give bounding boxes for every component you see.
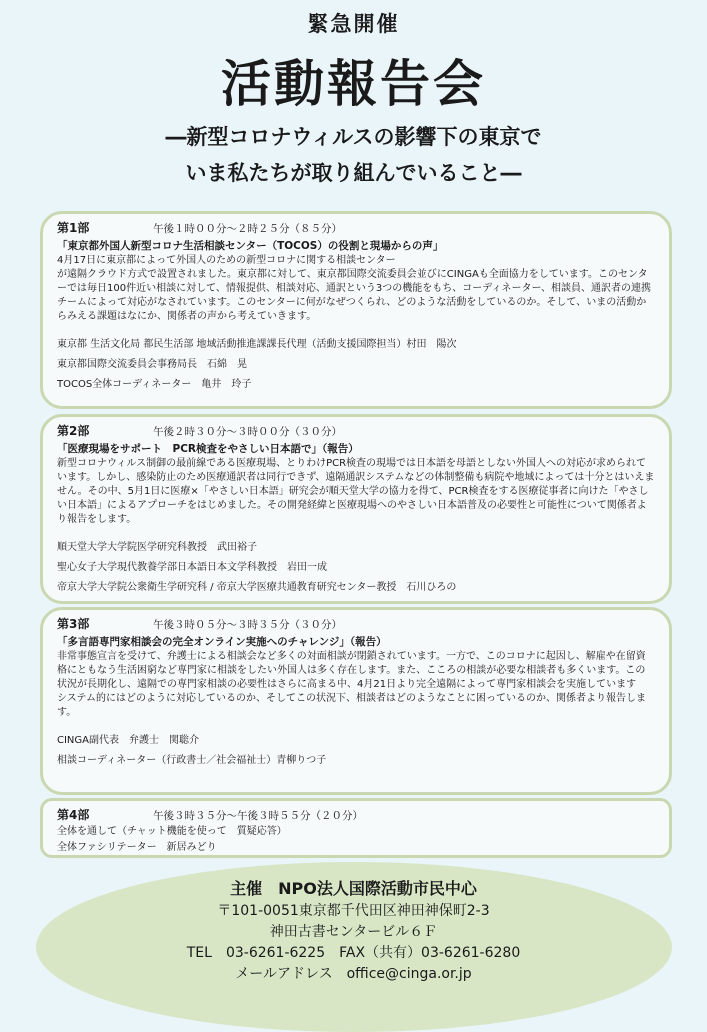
footer <box>0 878 707 985</box>
part-3-label: 第3部 <box>57 617 90 631</box>
part-1-speakers <box>57 338 655 392</box>
part-1-body-line: 4月17日に東京都によって外国人のための新型コロナに関する相談センター <box>57 255 396 266</box>
speaker: 東京都国際交流委員会事務局長 石綿 晃 <box>57 359 247 370</box>
part-1-body <box>57 254 655 324</box>
part-3-body <box>57 650 655 720</box>
speaker: 順天堂大学大学院医学研究科教授 武田裕子 <box>57 542 257 553</box>
tel-fax: TEL 03-6261-6225 FAX（共有）03-6261-6280 <box>186 945 521 961</box>
part-4-label: 第4部 <box>57 808 90 822</box>
part-3-speakers <box>57 734 655 768</box>
part-1-label: 第1部 <box>57 221 90 235</box>
part-4-line: 全体を通して（チャット機能を使って 質疑応答） <box>57 826 287 837</box>
part-2-label: 第2部 <box>57 424 90 438</box>
email-address: メールアドレス office@cinga.or.jp <box>235 966 472 982</box>
speaker: TOCOS全体コーディネーター 亀井 玲子 <box>57 379 252 390</box>
part-4-line: 全体ファシリテーター 新居みどり <box>57 842 217 853</box>
part-1-body-para: が遠隔クラウド方式で設置されました。東京都に対して、東京都国際交流委員会並びにCINGAも全面協力をしています。このセンターでは毎日100件近い相談に対して、情報提供、相談対応、通訳という3つの機能をもち、コーディネーター、相談員、通訳者の連携チームによって対応がなされています。このセンターに何がなぜつくられ、どのような活動をしているのか。そして、いまの活動からみえる課題はなにか、関係者の声から考えていきます。 <box>57 269 652 322</box>
subtitle-line-1: ―新型コロナウィルスの影響下の東京で <box>165 125 542 149</box>
part-3-box <box>40 607 672 795</box>
part-1-time: 午後１時００分～２時２５分（８５分） <box>153 223 342 235</box>
emergency-label: 緊急開催 <box>307 12 400 36</box>
part-2-title: 「医療現場をサポート PCR検査をやさしい日本語で」（報告） <box>57 443 359 455</box>
part-4-time: 午後３時３５分～午後３時５５分（２０分） <box>153 810 363 822</box>
subtitle-line-2: いま私たちが取り組んでいること― <box>185 161 522 185</box>
part-3-body-para: システム的にはどのように対応しているのか、そしてこの状況下、相談者はどのようなことに困っているのか、関係者より報告します。 <box>57 693 646 718</box>
part-1-box <box>40 211 672 409</box>
page-title: 活動報告会 <box>221 55 486 113</box>
speaker: 東京都 生活文化局 都民生活部 地域活動推進課課長代理（活動支援国際担当）村田 陽次 <box>57 339 457 350</box>
speaker: CINGA副代表 弁護士 関聡介 <box>57 735 200 746</box>
speaker: 帝京大学大学院公衆衛生学研究科 / 帝京大学医療共通教育研究センター教授 石川ひろの <box>57 582 457 593</box>
part-3-title: 「多言語専門家相談会の完全オンライン実施へのチャレンジ」（報告） <box>57 636 387 648</box>
part-2-box <box>40 414 672 604</box>
part-3-body-para: 非常事態宣言を受けて、弁護士による相談会など多くの対面相談が閉鎖されています。一方で、このコロナに起因し、解雇や在留資格にともなう生活困窮など専門家に相談をしたい外国人は多く存在します。また、こころの相談が必要な相談者も多くいます。この状況が長期化し、遠隔での専門家相談の必要性はさらに高まる中、4月21日より完全遠隔によって専門家相談会を実施しています <box>57 651 646 690</box>
part-4-lines <box>57 825 655 855</box>
part-3-time: 午後３時０５分～３時３５分（３０分） <box>153 619 342 631</box>
part-2-time: 午後２時３０分～３時００分（３０分） <box>153 426 342 438</box>
part-2-speakers <box>57 541 655 595</box>
part-4-box <box>40 798 672 858</box>
host-organization: 主催 NPO法人国際活動市民中心 <box>230 879 477 898</box>
part-1-title: 「東京都外国人新型コロナ生活相談センター（TOCOS）の役割と現場からの声」 <box>57 240 444 252</box>
address-line-1: 〒101-0051東京都千代田区神田神保町2-3 <box>217 903 490 919</box>
speaker: 相談コーディネーター（行政書士／社会福祉士）青柳りつ子 <box>57 755 327 766</box>
part-2-body <box>57 457 655 527</box>
speaker: 聖心女子大学現代教養学部日本語日本文学科教授 岩田一成 <box>57 562 327 573</box>
part-2-body-para: 新型コロナウィルス制御の最前線である医療現場、とりわけPCR検査の現場では日本語を母語としない外国人への対応が求められています。しかし、感染防止のため医療通訳者は同行できず、遠隔通訳システムなどの体制整備も病院や地域によっては十分とはいえません。その中、5月1日に医療×「やさしい日本語」研究会が順天堂大学の協力を得て、PCR検査をする医療従事者に向けた「やさしい日本語」によるアプローチをはじめました。その開発経緯と医療現場へのやさしい日本語普及の必要性と可能性について関係者より報告をします。 <box>57 458 655 525</box>
address-line-2: 神田古書センタービル６Ｆ <box>269 924 438 940</box>
